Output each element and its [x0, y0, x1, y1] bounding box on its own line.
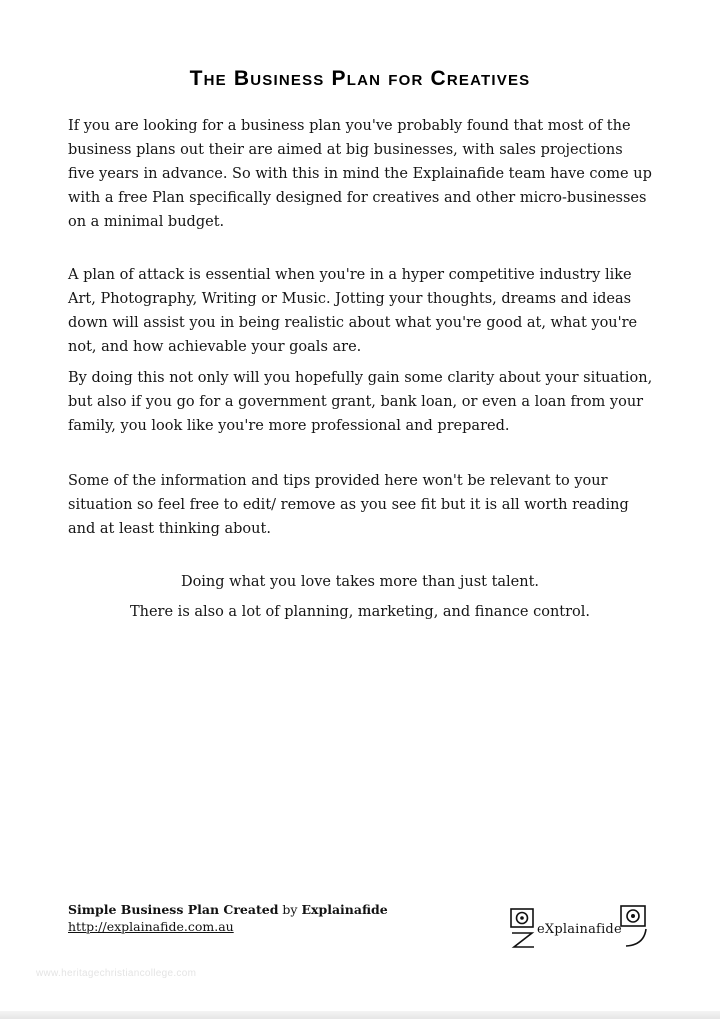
- watermark-text: www.heritagechristiancollege.com: [36, 968, 197, 979]
- page-title: The Business Plan for Creatives: [189, 67, 531, 90]
- logo-text: eXplainafide: [537, 922, 622, 937]
- footer-credit: [68, 901, 388, 935]
- paragraph-plan-of-attack: A plan of attack is essential when you're in a hyper competitive industry like Art, Photography, Writing or Music. Jotting your thoughts, dreams and ideas down will assist you in being realistic about what you're good at, what you're not, and how achievable your goals are.: [68, 267, 638, 355]
- paragraph-information: Some of the information and tips provided here won't be relevant to your situation so feel free to edit/ remove as you see fit but it is all worth reading and at least thinking about.: [68, 473, 629, 537]
- closing-line-talent: Doing what you love takes more than just talent.: [180, 574, 540, 590]
- explainafide-logo: [508, 903, 650, 949]
- page-bottom-edge: [0, 1011, 720, 1019]
- footer-credit-line: [68, 901, 388, 918]
- website-link[interactable]: http://explainafide.com.au: [68, 919, 234, 934]
- paragraph-clarity: By doing this not only will you hopefully gain some clarity about your situation, but also if you go for a government grant, bank loan, or even a loan from your family, you look like you're more professional and prepared.: [68, 370, 653, 434]
- closing-line-planning: There is also a lot of planning, marketing, and finance control.: [129, 604, 591, 620]
- credit-name: Explainafide: [301, 902, 388, 917]
- paragraph-intro: If you are looking for a business plan you've probably found that most of the business plans out their are aimed at big businesses, with sales projections five years in advance. So with this in mind the Explainafide team have come up with a free Plan specifically designed for creatives and other micro-businesses on a minimal budget.: [68, 118, 652, 230]
- credit-by: by: [278, 902, 302, 917]
- credit-prefix: Simple Business Plan Created: [68, 902, 279, 917]
